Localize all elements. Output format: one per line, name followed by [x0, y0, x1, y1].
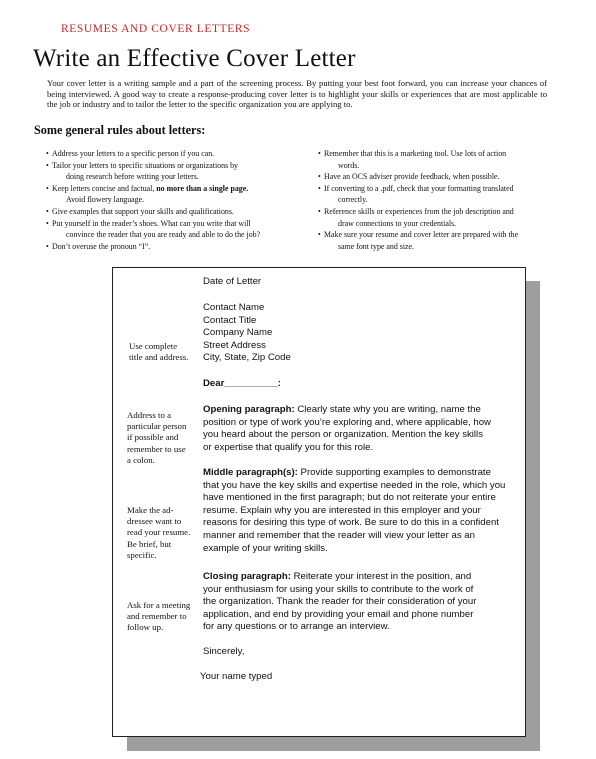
rule-text-cont: draw connections to your credentials.	[338, 218, 457, 228]
rule-text-cont: Avoid flowery language.	[66, 195, 145, 205]
rule-text-strong: no more than a single page.	[156, 183, 249, 193]
middle-paragraph	[203, 467, 511, 555]
address-line: City, State, Zip Code	[203, 352, 291, 364]
bullet-icon: •	[318, 206, 321, 216]
bullet-icon: •	[318, 172, 321, 182]
para-line: your enthusiasm for using your skills to contribute to the work of	[203, 583, 474, 595]
rules-list-left	[46, 148, 296, 252]
rule-text: Address your letters to a specific person if you can.	[52, 149, 215, 158]
para-line: reasons for desiring this type of work. Be sure to do this in a confident	[203, 517, 499, 529]
note-line: if possible and	[127, 432, 179, 443]
bullet-icon: •	[46, 160, 49, 170]
rule-text-cont: same font type and size.	[338, 241, 415, 251]
rule-item	[318, 206, 548, 229]
bullet-icon: •	[46, 241, 49, 251]
closing-paragraph	[203, 571, 511, 634]
rule-item	[318, 171, 548, 183]
note-line: Use complete	[129, 341, 178, 351]
para-text: Provide supporting examples to demonstrate	[297, 467, 491, 478]
note-line: Make the ad-	[127, 505, 174, 515]
rule-text: Keep letters concise and factual,	[52, 183, 157, 193]
para-line: the organization. Thank the reader for their consideration of your	[203, 596, 477, 608]
rule-item	[46, 241, 296, 253]
para-line: manner and remember that the reader will view your letter as an	[203, 529, 475, 541]
page-title: Write an Effective Cover Letter	[33, 45, 356, 72]
rule-text: If converting to a .pdf, check that your formatting translated	[324, 183, 514, 193]
rule-text: Give examples that support your skills and qualifications.	[52, 206, 234, 216]
address-line: Company Name	[203, 327, 273, 339]
para-line: position or type of work you’re exploring and, where applicable, how	[203, 416, 491, 428]
bullet-icon: •	[318, 183, 321, 193]
rule-text: Put yourself in the reader’s shoes. What can you write that will	[52, 218, 251, 228]
rule-text: Don’t overuse the pronoun “I”.	[52, 241, 151, 251]
note-line: and remember to	[127, 611, 187, 622]
para-line: application, and end by providing your email and phone number	[203, 608, 474, 620]
rule-text: Have an OCS adviser provide feedback, when possible.	[324, 172, 500, 182]
note-line: particular person	[127, 421, 187, 432]
rule-item	[46, 206, 296, 218]
note-line: Be brief, but	[127, 538, 172, 549]
note-line: a colon.	[127, 454, 155, 465]
para-line: have mentioned in the first paragraph; but do not reiterate your entire	[203, 492, 496, 504]
para-line: you heard about the person or organization. Mention the key skills	[203, 429, 483, 441]
rule-item	[318, 148, 548, 171]
section-kicker: RESUMES AND COVER LETTERS	[61, 23, 251, 35]
note-reader	[127, 505, 190, 561]
note-line: dressee want to	[127, 516, 182, 527]
note-line: Address to a	[127, 410, 171, 420]
rule-item	[318, 229, 548, 252]
bullet-icon: •	[46, 218, 49, 228]
para-text: Clearly state why you are writing, name the	[294, 404, 481, 415]
rule-item	[46, 218, 296, 241]
letter-date: Date of Letter	[203, 276, 262, 287]
rule-item	[46, 160, 296, 183]
bullet-icon: •	[46, 206, 49, 216]
para-text: Reiterate your interest in the position, and	[290, 571, 472, 582]
rule-item	[46, 183, 296, 206]
rules-heading: Some general rules about letters:	[34, 123, 206, 137]
bullet-icon: •	[46, 149, 49, 158]
rules-list-right	[318, 148, 548, 252]
note-line: follow up.	[127, 622, 164, 633]
para-line: or expertise that qualify you for this role.	[203, 441, 374, 453]
rule-text-cont: correctly.	[338, 195, 368, 205]
address-line: Contact Title	[203, 314, 257, 326]
para-line: resume. Explain why you are interested in this employer and your	[203, 504, 481, 516]
para-line	[203, 571, 511, 584]
rule-text: Reference skills or experiences from the job description and	[324, 206, 514, 216]
para-line: for any questions or to arrange an interview.	[203, 621, 390, 633]
para-label: Middle paragraph(s):	[203, 467, 298, 478]
rule-item	[318, 183, 548, 206]
rule-text-cont: convince the reader that you are ready and able to do the job?	[66, 230, 261, 240]
note-line: title and address.	[129, 352, 189, 363]
bullet-icon: •	[318, 149, 321, 158]
para-label: Opening paragraph:	[203, 404, 295, 415]
note-line: specific.	[127, 549, 157, 560]
salutation-text: Dear__________:	[203, 378, 281, 389]
letter-salutation	[203, 378, 281, 391]
para-line: example of your writing skills.	[203, 542, 328, 554]
letter-signoff: Sincerely,	[203, 646, 245, 657]
letter-address-block	[203, 302, 291, 365]
para-line	[203, 467, 511, 480]
bullet-icon: •	[318, 230, 321, 240]
note-address	[129, 341, 188, 363]
rule-text: Remember that this is a marketing tool. Use lots of action	[324, 149, 507, 158]
address-line: Street Address	[203, 339, 266, 351]
note-meeting	[127, 600, 190, 634]
rule-text-cont: words.	[338, 160, 360, 170]
para-line	[203, 404, 511, 417]
note-line: read your resume.	[127, 527, 191, 538]
note-line: remember to use	[127, 443, 186, 454]
note-salutation	[127, 410, 186, 466]
para-line: that you have the key skills and expertise needed in the role, which you	[203, 479, 506, 491]
para-label: Closing paragraph:	[203, 571, 291, 582]
rule-text: Make sure your resume and cover letter are prepared with the	[324, 230, 519, 240]
intro-paragraph: Your cover letter is a writing sample and a part of the screening process. By putting your best foot forward, you can increase your chances of being interviewed. A good way to create a response-producing cover letter is to highlight your skills or experiences that are most applicable to the job or industry and to tailor the letter to the specific organization you are applying to.	[47, 78, 547, 110]
rule-text-cont: doing research before writing your letters.	[66, 172, 199, 182]
note-line: Ask for a meeting	[127, 600, 191, 610]
rule-item	[46, 148, 296, 160]
address-line: Contact Name	[203, 302, 265, 313]
letter-name-typed: Your name typed	[200, 671, 273, 682]
opening-paragraph	[203, 404, 511, 454]
bullet-icon: •	[46, 183, 49, 193]
rule-text: Tailor your letters to specific situations or organizations by	[52, 160, 239, 170]
